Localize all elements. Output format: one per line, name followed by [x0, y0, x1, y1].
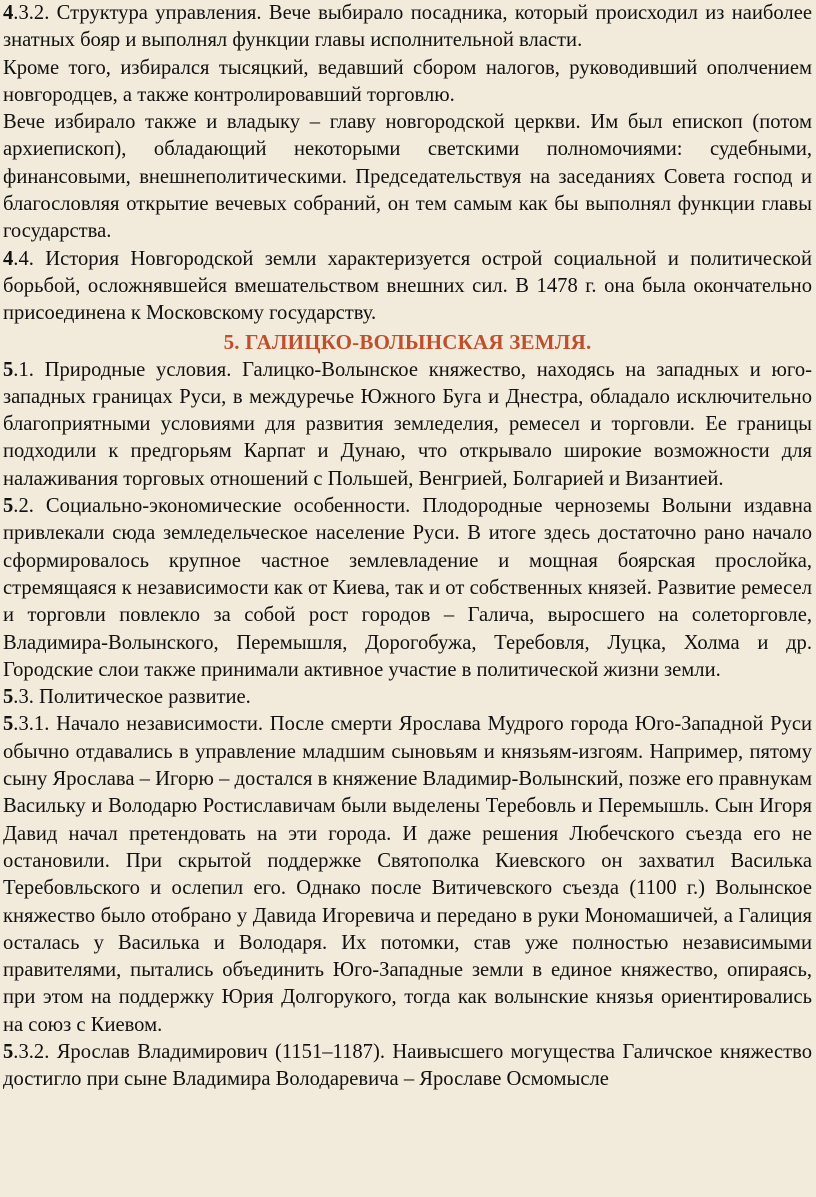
paragraph-5-3	[3, 684, 812, 711]
section-heading: 5. ГАЛИЦКО-ВОЛЫНСКАЯ ЗЕМЛЯ.	[223, 329, 592, 354]
section-number: 5	[3, 358, 14, 381]
section-galicia-volhynia	[3, 357, 812, 1094]
section-number: 5	[3, 495, 14, 518]
section-number: 4	[3, 2, 14, 24]
paragraph-text: .3.1. Начало независимости. После смерти Ярослава Мудрого города Юго-Западной Руси обычно отдавались в управление младшим сыновьям и князьям-изгоям. Например, пятому сыну Ярослава – Игорю – достался в княжение Владимир-Волынский, позже его правнукам Васильку и Володарю Ростиславичам были выделены Теребовль и Перемышль. Сын Игоря Давид начал претендовать на эти города. И даже решения Любечского съезда его не остановили. При скрытой поддержке Святополка Киевского он захватил Василька Теребовльского и ослепил его. Однако после Витичевского съезда (1100 г.) Волынское княжество было отобрано у Давида Игоревича и передано в руки Мономашичей, а Галиция осталась у Василька и Володаря. Их потомки, став уже полностью независимыми правителями, пытались объединить Юго-Западные земли в единое княжество, опираясь, при этом на поддержку Юрия Долгорукого, тогда как волынские князья ориентировались на союз с Киевом.	[3, 713, 812, 1036]
paragraph-4-3-2	[3, 0, 812, 55]
paragraph-5-1	[3, 357, 812, 493]
section-number: 5	[3, 686, 14, 709]
section-number: 5	[3, 1040, 14, 1063]
paragraph-text: .3.2. Структура управления. Вече выбирало посадника, который происходил из наиболее знатных бояр и выполнял функции главы исполнительной власти.	[3, 2, 812, 52]
paragraph-tysyatsky	[3, 55, 812, 110]
section-novgorod	[3, 0, 812, 328]
paragraph-5-3-1	[3, 711, 812, 1039]
paragraph-4-4	[3, 246, 812, 328]
paragraph-text: .2. Социально-экономические особенности. Плодородные черноземы Волыни издавна привлекали сюда земледельческое население Руси. В итоге здесь достаточно рано начало сформировалось крупное частное землевладение и мощная боярская прослойка, стремящаяся к независимости как от Киева, так и от собственных князей. Развитие ремесел и торговли повлекло за собой рост городов – Галича, выросшего на солеторговле, Владимира-Волынского, Перемышля, Дорогобужа, Теребовля, Луцка, Холма и др. Городские слои также принимали активное участие в политической жизни земли.	[3, 495, 812, 681]
paragraph-text: .1. Природные условия. Галицко-Волынское княжество, находясь на западных и юго-западных границах Руси, в междуречье Южного Буга и Днестра, обладало исключительно благоприятными условиями для развития земледелия, ремесел и торговли. Ее границы подходили к предгорьям Карпат и Дунаю, что открывало широкие возможности для налаживания торговых отношений с Польшей, Венгрией, Болгарией и Византией.	[3, 358, 812, 490]
paragraph-5-3-2	[3, 1039, 812, 1094]
paragraph-text: .4. История Новгородской земли характеризуется острой социальной и политической борьбой, осложнявшейся вмешательством внешних сил. В 1478 г. она была окончательно присоединена к Московскому государству.	[3, 247, 812, 325]
paragraph-text: .3. Политическое развитие.	[13, 686, 251, 709]
section-number: 4	[3, 247, 14, 270]
paragraph-text: Вече избирало также и владыку – главу новгородской церкви. Им был епископ (потом архиепископ), обладающий некоторыми светскими полномочиями: судебными, финансовыми, внешнеполитическими. Председательствуя на заседаниях Совета господ и благословляя открытие вечевых собраний, он тем самым как бы выполнял функции главы государства.	[3, 111, 812, 243]
paragraph-vladyka	[3, 109, 812, 245]
section-number: 5	[3, 713, 14, 736]
paragraph-5-2	[3, 493, 812, 684]
paragraph-text: .3.2. Ярослав Владимирович (1151–1187). Наивысшего могущества Галичское княжество достигло при сыне Владимира Володаревича – Ярославе Осмомысле	[3, 1040, 812, 1091]
paragraph-text: Кроме того, избирался тысяцкий, ведавший сбором налогов, руководивший ополчением новгородцев, а также контролировавший торговлю.	[3, 56, 812, 106]
